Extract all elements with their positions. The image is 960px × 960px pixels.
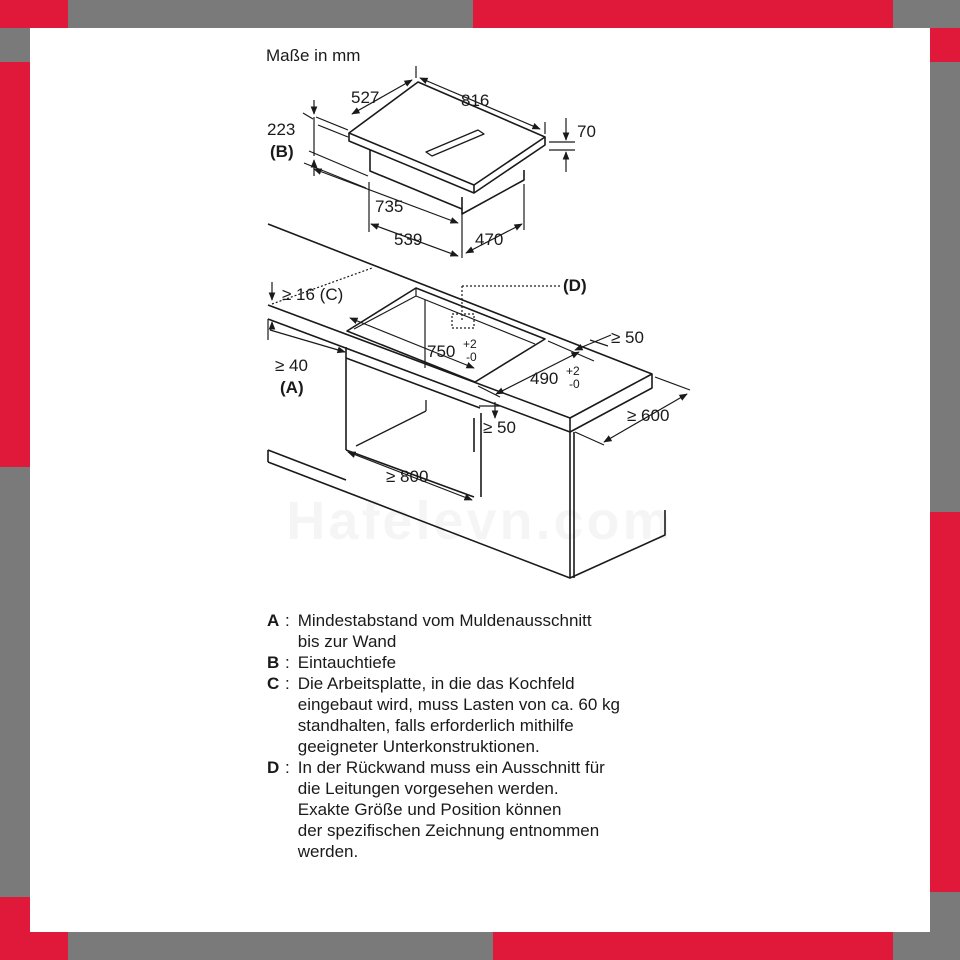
- legend-item-b: [267, 652, 747, 673]
- legend: [267, 610, 747, 862]
- rear-gap-label: ≥ 50: [483, 418, 516, 437]
- legend-key: B: [267, 653, 280, 672]
- cutout-depth-tol-down: -0: [569, 377, 580, 391]
- dim-height-label: 223: [267, 120, 296, 139]
- cabinet-width-label: ≥ 800: [386, 467, 429, 486]
- dim-thickness-label: 70: [577, 122, 596, 141]
- legend-text: In der Rückwand muss ein Ausschnitt für die Leitungen vorgesehen werden. Exakte Größe und Position können der spezifischen Zeichnung entnommen werden.: [297, 758, 605, 861]
- legend-colon: :: [285, 758, 290, 777]
- front-gap-label: ≥ 50: [611, 328, 644, 347]
- legend-text: Mindestabstand vom Muldenausschnitt bis zur Wand: [297, 611, 592, 651]
- dim-depth-label: 527: [351, 88, 380, 107]
- legend-text: Eintauchtiefe: [297, 653, 397, 672]
- cutout-depth-label: 490: [530, 369, 559, 388]
- marker-d-label: (D): [563, 276, 587, 295]
- units-label: Maße in mm: [266, 46, 361, 65]
- legend-text: Die Arbeitsplatte, in die das Kochfeld eingebaut wird, muss Lasten von ca. 60 kg standhalten, falls erforderlich mithilfe geeigneter Unterkonstruktionen.: [297, 674, 620, 756]
- dim-base-width-label: 735: [375, 197, 404, 216]
- worktop-cutout: [347, 288, 545, 382]
- cutout-depth-tol-up: +2: [566, 364, 580, 378]
- dim-base-offset-label: 539: [394, 230, 423, 249]
- legend-colon: :: [285, 674, 290, 693]
- legend-key: A: [267, 611, 280, 630]
- marker-b-label: (B): [270, 142, 294, 161]
- cutout-width-label: 750: [427, 342, 456, 361]
- dim-base-depth-label: 470: [475, 230, 504, 249]
- worktop-depth-label: ≥ 600: [627, 406, 670, 425]
- legend-colon: :: [285, 653, 290, 672]
- legend-key: D: [267, 758, 280, 777]
- legend-item-c: [267, 673, 747, 757]
- wall-distance-label: ≥ 40: [275, 356, 308, 375]
- cutout-width-tol-down: -0: [466, 350, 477, 364]
- legend-key: C: [267, 674, 280, 693]
- legend-item-a: [267, 610, 747, 652]
- legend-colon: :: [285, 611, 290, 630]
- worktop-c-label: ≥ 16 (C): [282, 285, 344, 304]
- marker-a-label: (A): [280, 378, 304, 397]
- cutout-width-tol-up: +2: [463, 337, 477, 351]
- dim-width-label: 816: [461, 91, 490, 110]
- cabinet: [268, 347, 665, 578]
- legend-item-d: [267, 757, 747, 862]
